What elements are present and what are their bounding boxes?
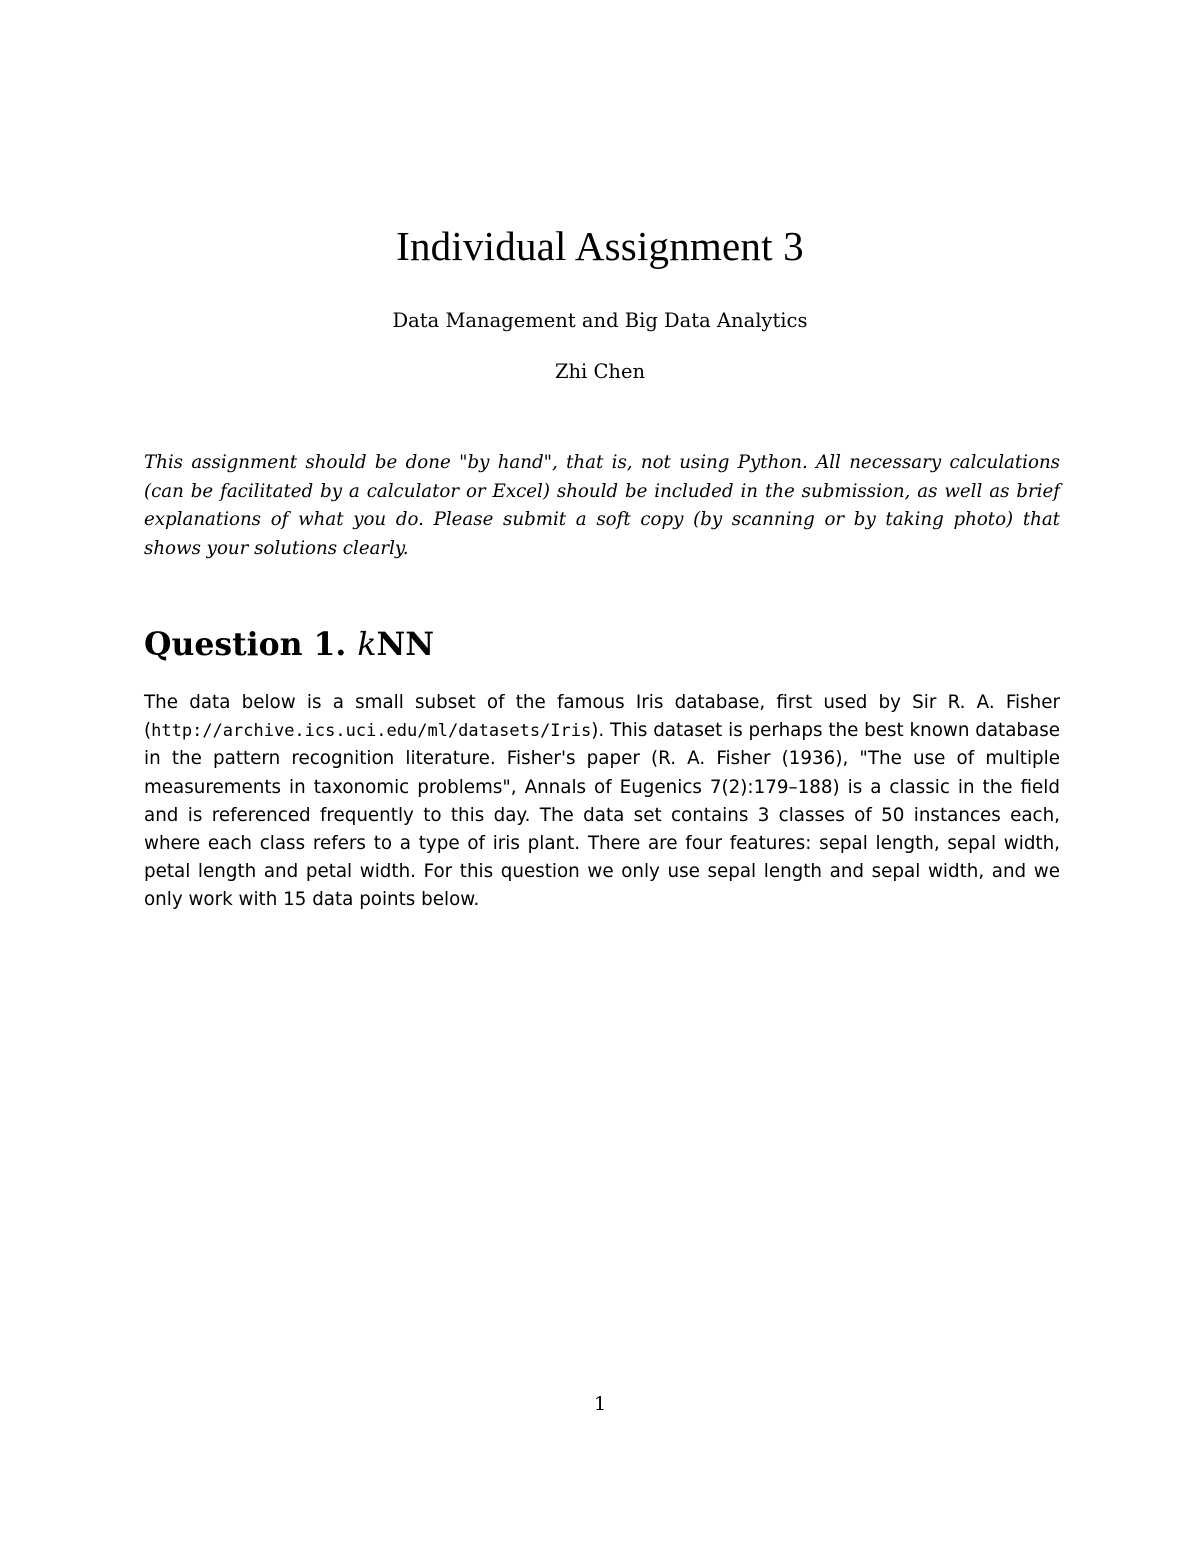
- page-number: 1: [593, 1393, 607, 1415]
- section-heading-k: k: [357, 627, 377, 663]
- instructions-paragraph: This assignment should be done "by hand", that is, not using Python. All necessary calculations (can be facilitated by a calculator or Excel) should be included in the submission, as well as brief explanations of what you do. Please submit a soft copy (by scanning or by taking photo) that shows your solutions clearly.: [144, 452, 1060, 559]
- section-body-paragraph: [144, 689, 1060, 915]
- body-text-part1: The data below is a small subset of the famous Iris database, first used by Sir R. A. Fisher (: [144, 692, 1060, 742]
- section-heading-suffix: NN: [376, 626, 435, 663]
- document-title: Individual Assignment 3: [396, 223, 804, 269]
- document-subtitle: Data Management and Big Data Analytics: [392, 309, 808, 332]
- section-heading: [144, 626, 434, 663]
- document-author: Zhi Chen: [554, 360, 646, 383]
- section-heading-prefix: Question 1.: [144, 626, 358, 663]
- dataset-url-link[interactable]: http://archive.ics.uci.edu/ml/datasets/Iris: [151, 721, 592, 742]
- body-text-part2: ). This dataset is perhaps the best known database in the pattern recognition literature. Fisher's paper (R. A. Fisher (1936), "The use of multiple measurements in taxonomic problems", Annals of Eugenics 7(2):179–188) is a classic in the field and is referenced frequently to this day. The data set contains 3 classes of 50 instances each, where each class refers to a type of iris plant. There are four features: sepal length, sepal width, petal length and petal width. For this question we only use sepal length and sepal width, and we only work with 15 data points below.: [144, 720, 1060, 911]
